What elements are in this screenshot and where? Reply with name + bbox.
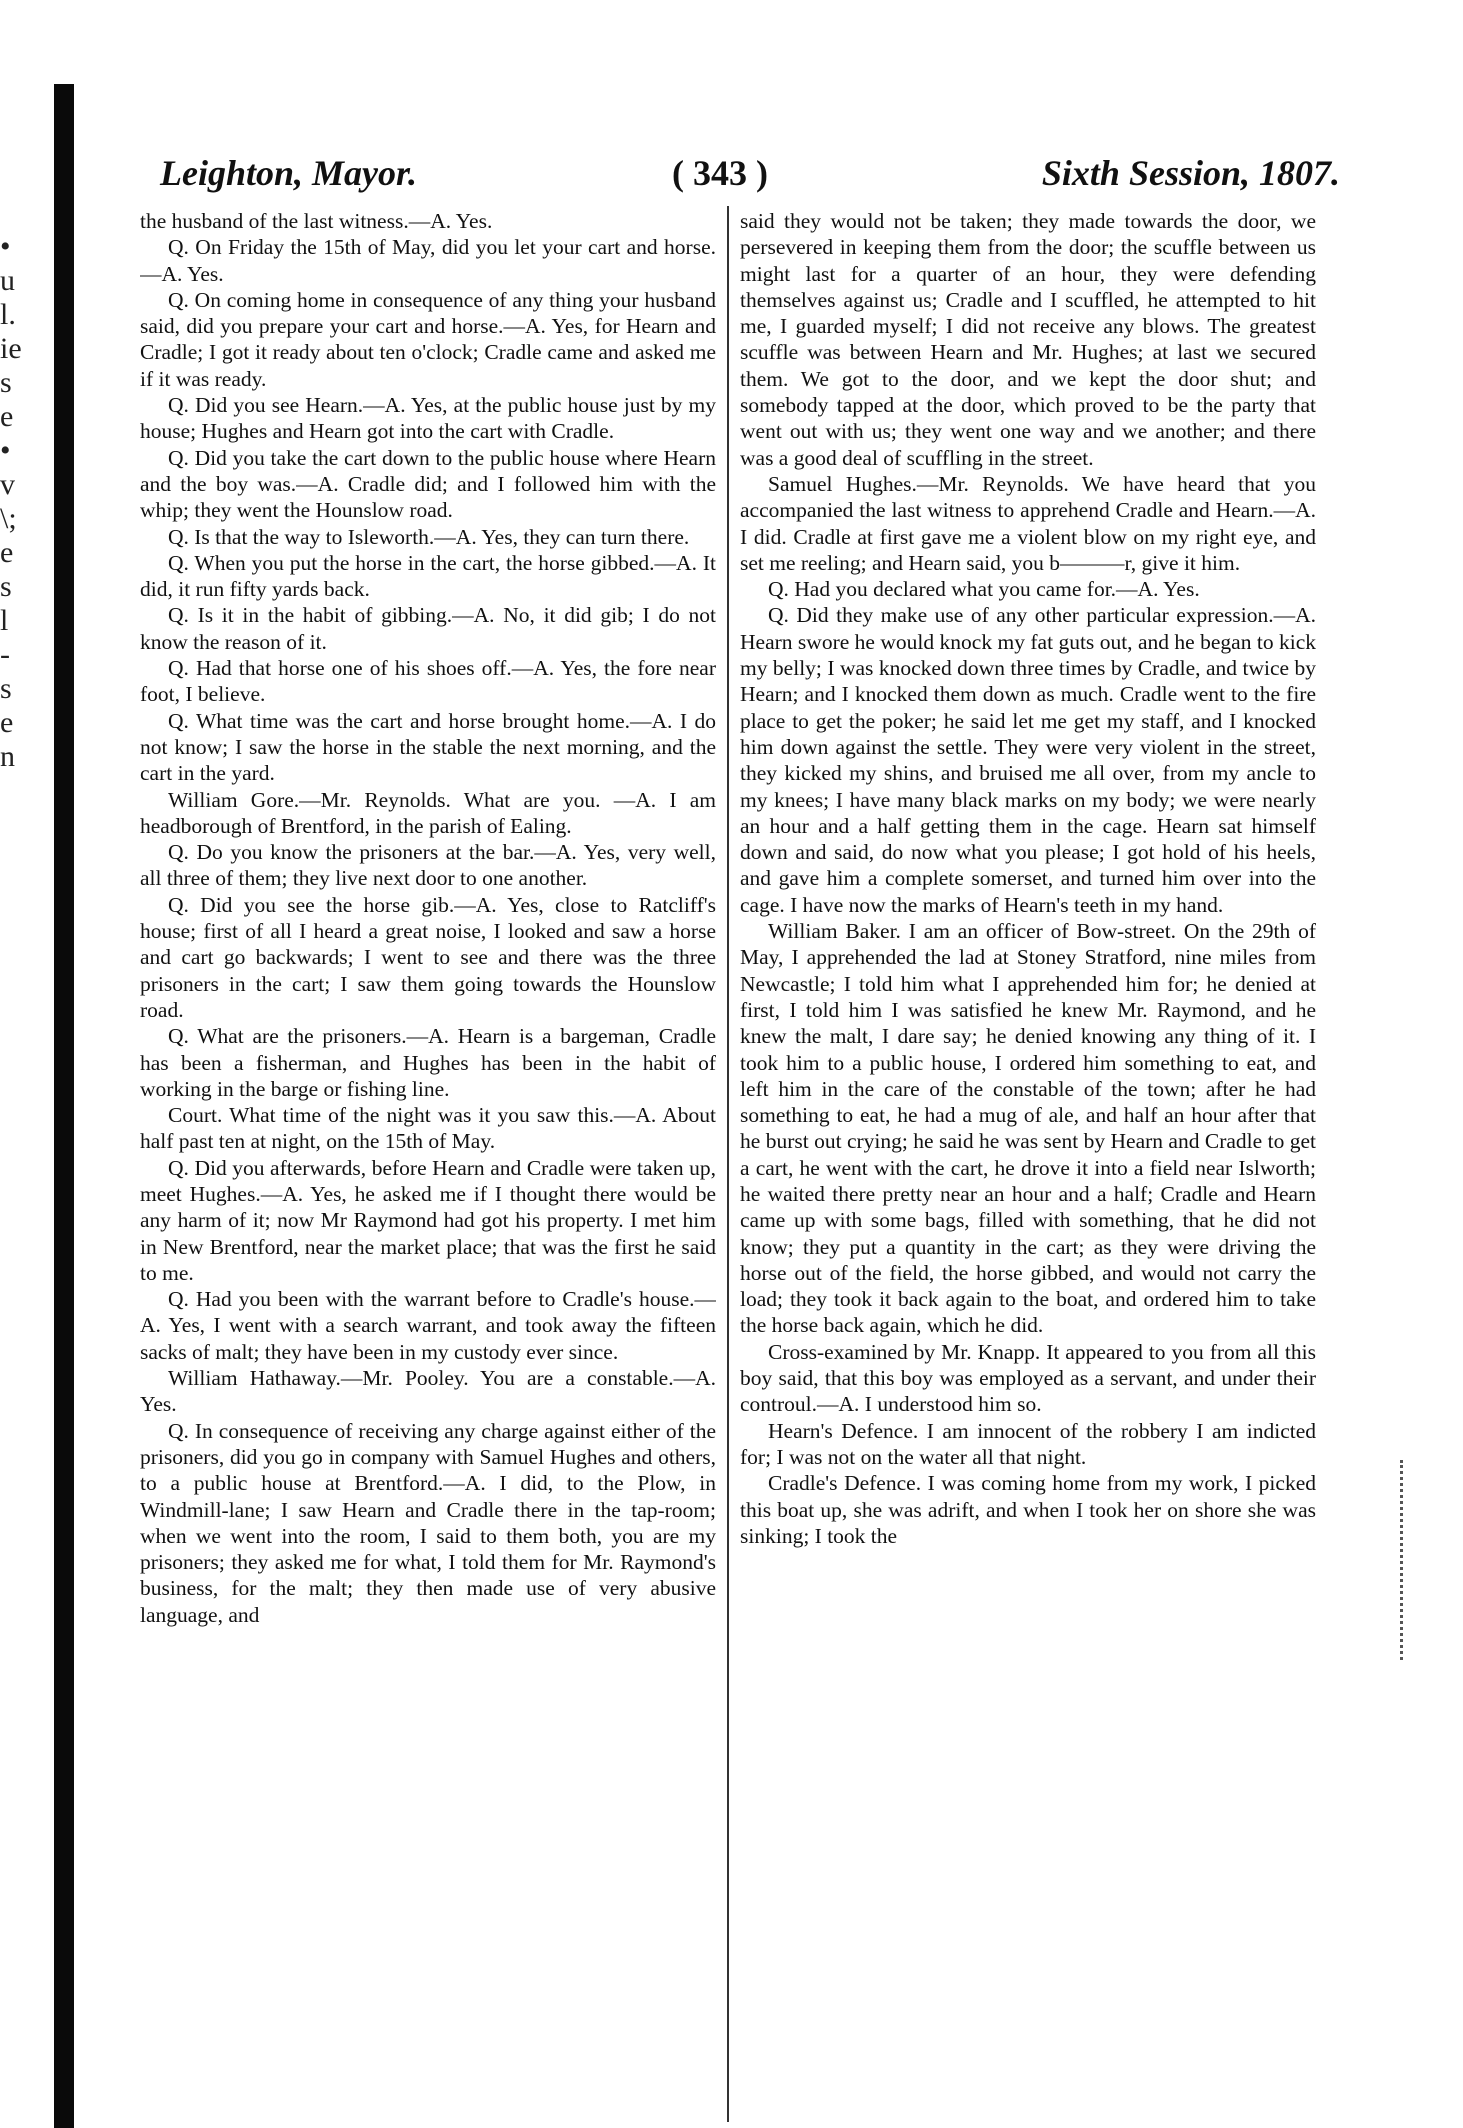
edge-mark: e (0, 536, 14, 569)
paragraph: Q. What are the prisoners.—A. Hearn is a bargeman, Cradle has been a fisherman, and Hughes has been in the habit of working in the barge or fishing line. (140, 1024, 716, 1101)
paragraph: the husband of the last witness.—A. Yes. (140, 209, 493, 233)
paragraph: Q. Did they make use of any other particular expression.—A. Hearn swore he would knock my fat guts out, and he began to kick my belly; I was knocked down three times by Cradle, and twice by Hearn; and I knocked them down as much. Cradle went to the fire place to get the poker; he said let me get my staff, and I knocked him down against the settle. They were very violent in the street, they kicked my shins, and bruised me all over, from my ancle to my knees; I have many black marks on my body; we were nearly an hour and a half getting them in the cage. Hearn sat himself down and said, do now what you please; I got hold of his heels, and gave him a complete somerset, and turned him over into the cage. I have now the marks of Hearn's teeth in my hand. (740, 603, 1316, 917)
paragraph: Q. Had you been with the warrant before to Cradle's house.—A. Yes, I went with a search warrant, and took away the fifteen sacks of malt; they have been in my custody ever since. (140, 1287, 716, 1364)
paragraph: Q. Did you see Hearn.—A. Yes, at the public house just by my house; Hughes and Hearn got into the cart with Cradle. (140, 393, 716, 444)
witness-paragraph: William Gore.—Mr. Reynolds. What are you. —A. I am headborough of Brentford, in the parish of Ealing. (140, 787, 716, 838)
defence-paragraph: Hearn's Defence. I am innocent of the robbery I am indicted for; I was not on the water all that night. (740, 1418, 1316, 1469)
witness-paragraph: William Hathaway.—Mr. Pooley. You are a constable.—A. Yes. (140, 1366, 716, 1417)
running-header (160, 152, 1340, 200)
page-binding-edge (54, 84, 74, 2128)
header-mayor: Leighton, Mayor. (160, 153, 418, 193)
paragraph: Court. What time of the night was it you saw this.—A. About half past ten at night, on the 15th of May. (140, 1103, 716, 1154)
paragraph: Q. Had that horse one of his shoes off.—A. Yes, the fore near foot, I believe. (140, 656, 716, 707)
paragraph: said they would not be taken; they made towards the door, we persevered in keeping them from the door; the scuffle between us might last for a quarter of an hour, they were defending themselves against us; Cradle and I scuffled, he attempted to hit me, I guarded myself; I did not receive any blows. The greatest scuffle was between Hearn and Mr. Hughes; at last we secured them. We got to the door, and we kept the door shut; and somebody tapped at the door, which proved to be the party that went out with us; they went one way and we another; and there was a good deal of scuffling in the street. (740, 209, 1316, 470)
paragraph: Q. On coming home in consequence of any thing your husband said, did you prepare your cart and horse.—A. Yes, for Hearn and Cradle; I got it ready about ten o'clock; Cradle came and asked me if it was ready. (140, 287, 716, 391)
edge-mark: e (0, 400, 14, 433)
defence-paragraph: Cradle's Defence. I was coming home from my work, I picked this boat up, she was adrift, and when I took her on shore she was sinking; I took the (740, 1471, 1316, 1548)
paragraph: Q. Had you declared what you came for.—A. Yes. (768, 577, 1200, 602)
witness-paragraph: William Baker. I am an officer of Bow-street. On the 29th of May, I apprehended the lad at Stoney Stratford, nine miles from Newcastle; I told him what I apprehended him for; he denied at first, I told him I was satisfied he knew Mr. Raymond, and he knew the malt, I dare say; he denied knowing any thing of it. I took him to a public house, I ordered him something to eat, and left him in the care of the constable of the town; after he had something to eat, he had a mug of ale, and half an hour after that he burst out crying; he said he was sent by Hearn and Cradle to get a cart, he went with the cart, he drove it into a field near Islworth; he waited there pretty near an hour and a half; Cradle and Hearn came up with some bags, filled with something, that he did not know; they put a quantity in the cart; as they were driving the horse out of the field, the horse gibbed, and would not carry the load; they took it back again to the boat, and ordered him to take the horse back again, which he did. (740, 919, 1316, 1338)
edge-mark: u (0, 264, 15, 297)
left-column (140, 208, 716, 2120)
paragraph: Q. Did you see the horse gib.—A. Yes, close to Ratcliff's house; first of all I heard a great noise, I looked and saw a horse and cart go backwards; I went to see and there was the three prisoners in the cart; I saw them going towards the Hounslow road. (140, 892, 716, 1022)
left-margin-bleed (0, 230, 24, 930)
paragraph: Q. On Friday the 15th of May, did you let your cart and horse.—A. Yes. (140, 235, 716, 286)
paragraph: Q. Is it in the habit of gibbing.—A. No, it did gib; I do not know the reason of it. (140, 603, 716, 654)
edge-mark: • (0, 434, 11, 467)
witness-paragraph: Samuel Hughes.—Mr. Reynolds. We have heard that you accompanied the last witness to apprehend Cradle and Hearn.—A. I did. Cradle at first gave me a violent blow on my right eye, and set me reeling; and Hearn said, you b———r, give it him. (740, 471, 1316, 575)
paragraph: Q. In consequence of receiving any charge against either of the prisoners, did you go in company with Samuel Hughes and others, to a public house at Brentford.—A. I did, to the Plow, in Windmill-lane; I saw Hearn and Cradle there in the tap-room; when we went into the room, I said to them both, you are my prisoners; they asked me for what, I told them for Mr. Raymond's business, for the malt; they then made use of very abusive language, and (140, 1418, 716, 1627)
paragraph: Q. Do you know the prisoners at the bar.—A. Yes, very well, all three of them; they live next door to one another. (140, 840, 716, 891)
edge-mark: \; (0, 502, 17, 535)
edge-mark: s (0, 672, 12, 705)
header-session: Sixth Session, 1807. (1041, 153, 1340, 193)
page-number: ( 343 ) (672, 153, 768, 193)
edge-mark: • (0, 230, 11, 263)
edge-mark: ie (0, 332, 22, 365)
edge-mark: e (0, 706, 14, 739)
paragraph: Q. When you put the horse in the cart, the horse gibbed.—A. It did, it run fifty yards back. (140, 550, 716, 602)
edge-mark: n (0, 740, 15, 773)
edge-mark: l. (0, 298, 16, 331)
edge-mark: v (0, 468, 15, 501)
right-column (740, 208, 1316, 2120)
edge-mark: - (0, 638, 10, 671)
paragraph: Q. Did you take the cart down to the public house where Hearn and the boy was.—A. Cradle did; and I followed him with the whip; they went the Hounslow road. (140, 445, 716, 523)
paragraph: Q. Is that the way to Isleworth.—A. Yes, they can turn there. (168, 524, 690, 549)
edge-mark: s (0, 570, 12, 603)
column-divider (727, 206, 729, 2122)
paragraph: Q. What time was the cart and horse brought home.—A. I do not know; I saw the horse in the stable the next morning, and the cart in the yard. (140, 708, 716, 786)
right-margin-bleed (1400, 1460, 1427, 1660)
cross-examination-paragraph: Cross-examined by Mr. Knapp. It appeared to you from all this boy said, that this boy was employed as a servant, and under their controul.—A. I understood him so. (740, 1339, 1316, 1417)
edge-mark: l (0, 604, 9, 637)
edge-mark: s (0, 366, 12, 399)
paragraph: Q. Did you afterwards, before Hearn and Cradle were taken up, meet Hughes.—A. Yes, he asked me if I thought there would be any harm of it; now Mr Raymond had got his property. I met him in New Brentford, near the market place; that was the first he said to me. (140, 1155, 716, 1285)
